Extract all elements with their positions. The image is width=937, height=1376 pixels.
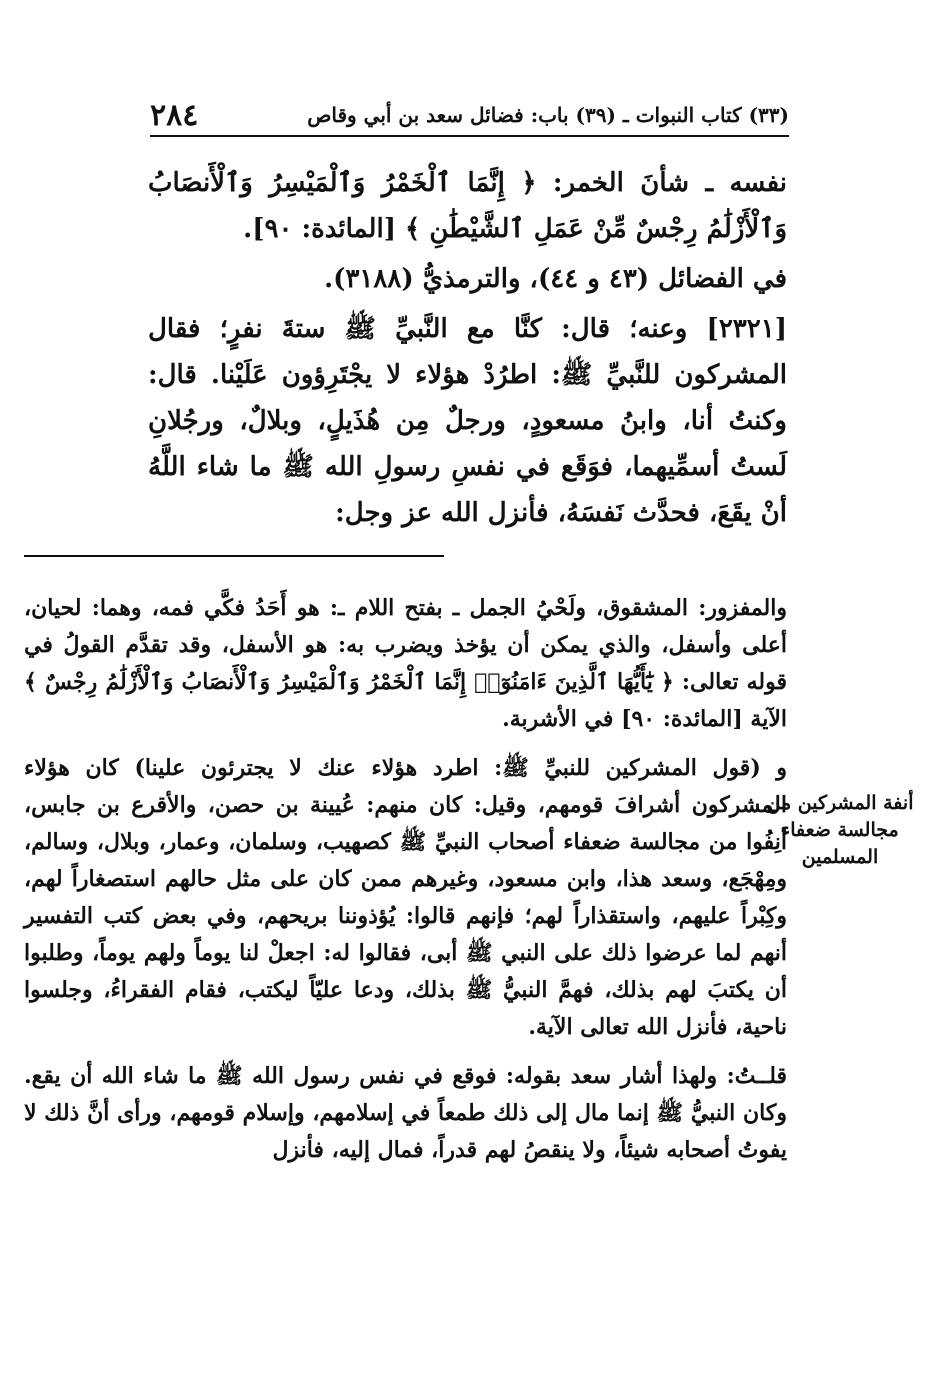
page-number: ٢٨٤ [150,97,199,133]
commentary-section [24,590,787,1181]
commentary-paragraph-2: و (قول المشركين للنبيِّ ﷺ: اطرد هؤلاء عنك لا يجترئون علينا) كان هؤلاء المشركون أشرافَ قومهم، وقيل: كان منهم: عُيينة بن حصن، والأقرع بن جابس، أنِفُوا من مجالسة ضعفاء أصحاب النبيِّ ﷺ كصهيب، وسلمان، وعمار، وبلال، وسالم، ومِهْجَع، وسعد هذا، وابن مسعود، وغيرهم ممن كان على مثل حالهم استصغاراً لهم، وكِبْراً عليهم، واستقذاراً لهم؛ فإنهم قالوا: يُؤذوننا بريحهم، وفي بعض كتب التفسير أنهم لما عرضوا ذلك على النبي ﷺ أبى، فقالوا له: اجعلْ لنا يوماً ولهم يوماً، وطلبوا أن يكتبَ لهم بذلك، فهمَّ النبيُّ ﷺ بذلك، ودعا عليّاً ليكتب، فقام الفقراءُ، وجلسوا ناحية، فأنزل الله تعالى الآية. [24,755,788,1040]
hadith-text [148,160,787,540]
commentary-paragraph-3: قلــتُ: ولهذا أشار سعد بقوله: فوقع في نفس رسول الله ﷺ ما شاء الله أن يقع. وكان النبيُّ ﷺ إنما مال إلى ذلك طمعاً في إسلامهم، وإسلام قومهم، ورأى أنَّ ذلك لا يفوتُ أصحابه شيئاً، ولا ينقصُ لهم قدراً، فمال إليه، فأنزل [24,1063,787,1163]
main-paragraph-3: [٢٣٢١] وعنه؛ قال: كنَّا مع النَّبيِّ ﷺ ستةَ نفرٍ؛ فقال المشركون للنَّبيِّ ﷺ: اطرُدْ هؤلاء لا يجْتَرِؤون عَلَيْنا. قال: وكنتُ أنا، وابنُ مسعودٍ، ورجلٌ مِن هُذَيلٍ، وبلالٌ، ورجُلانِ لَستُ أسمِّيهما، فوَقَع في نفسِ رسولِ الله ﷺ ما شاء اللَّهُ أنْ يقَعَ، فحدَّث نَفسَهُ، فأنزل الله عز وجل: [148,314,787,528]
running-title: (٣٣) كتاب النبوات ـ (٣٩) باب: فضائل سعد بن أبي وقاص [307,103,789,127]
page-header [150,95,789,137]
commentary-paragraph-1: والمفزور: المشقوق، ولَحْيُ الجمل ـ بفتح اللام ـ: هو أَحَدُ فكَّي فمه، وهما: لحيان، أعلى وأسفل، والذي يمكن أن يؤخذ ويضرب به: هو الأسفل، وقد تقدَّم القولُ في قوله تعالى: ﴿ يَٰٓأَيُّهَا ٱلَّذِينَ ءَامَنُوٓا۟ إِنَّمَا ٱلْخَمْرُ وَٱلْمَيْسِرُ وَٱلْأَنصَابُ وَٱلْأَزْلَٰمُ رِجْسٌ ﴾ الآية [المائدة: ٩٠] في الأشربة. [24,595,787,732]
main-paragraph-1: نفسه ـ شأنَ الخمر: ﴿ إِنَّمَا ٱلْخَمْرُ وَٱلْمَيْسِرُ وَٱلْأَنصَابُ وَٱلْأَزْلَٰمُ رِجْسٌ مِّنْ عَمَلِ ٱلشَّيْطَٰنِ ﴾ [المائدة: ٩٠]. [148,168,787,244]
main-paragraph-2: في الفضائل (٤٣ و ٤٤)، والترمذيُّ (٣١٨٨). [324,264,787,294]
margin-heading: أنفة المشركين من مجالسة ضعفاء المسلمين [766,792,914,868]
footnote-divider [24,555,444,557]
